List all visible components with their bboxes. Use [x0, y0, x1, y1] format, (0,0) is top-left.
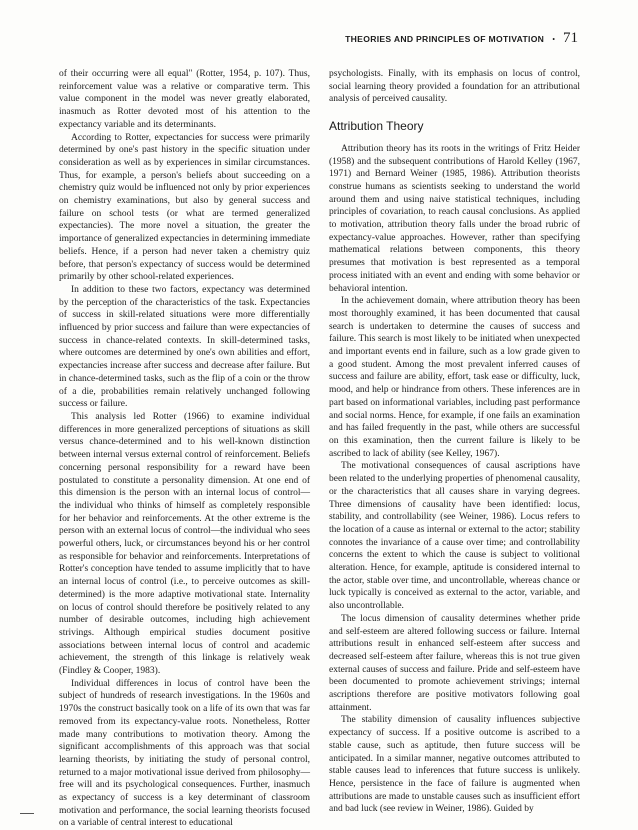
paragraph: psychologists. Finally, with its emphasis on locus of control, social learning theory provided a foundation for an attributional analysis of perceived causality. — [329, 69, 580, 105]
paragraph: This analysis led Rotter (1966) to examine individual differences in more generalized perceptions of situations as skill versus chance-determined and to his well-known distinction between internal versus external control of reinforcement. Beliefs concerning personal responsibility for a reward have been postulated to constitute a personality dimension. At one end of this dimension is the person with an internal locus of control—the individual who thinks of himself as completely responsible for her behavior and reinforcements. At the other extreme is the person with an external locus of control—the individual who sees powerful others, luck, or circumstances beyond his or her control as responsible for behavior and reinforcements. Interpretations of Rotter's conception have tended to assume implicitly that to have an internal locus of control (i.e., to perceive outcomes as skill-determined) is the more adaptive motivational state. Internality on locus of control should therefore be positively related to any number of desirable outcomes, including high achievement strivings. Although empirical studies document positive associations between internal locus of control and academic achievement, the strength of this linkage is relatively weak (Findley & Cooper, 1983). — [59, 411, 310, 677]
paragraph: According to Rotter, expectancies for success were primarily determined by one's past history in the specific situation under consideration as well as by experiences in similar circumstances. Thus, for example, a person's beliefs about succeeding on a chemistry quiz would be influenced not only by prior experiences on chemistry examinations, but also by general success and failure on school tests (or what are termed generalized expectancies). The more novel a situation, the greater the importance of generalized expectancies in determining immediate beliefs. Hence, if a person had never taken a chemistry quiz before, that person's expectancy of success would be determined primarily by other school-related experiences. — [59, 132, 310, 283]
page-number: 71 — [563, 30, 578, 46]
running-head — [345, 30, 578, 47]
footer-rule — [20, 813, 34, 814]
paragraph: Individual differences in locus of control have been the subject of hundreds of research investigations. In the 1960s and 1970s the construct basically took on a life of its own that was far removed from its expectancy-value roots. Nonetheless, Rotter made many contributions to motivation theory. Among the significant accomplishments of this approach was that social learning theorists, by initiating the study of personal control, returned to a major motivational issue derived from philosophy—free will and its psychological consequences. Further, inasmuch as expectancy of success is a key determinant of classroom motivation and performance, the social learning theorists focused on a variable of central interest to educational — [59, 678, 310, 829]
paragraph: In addition to these two factors, expectancy was determined by the perception of the characteristics of the task. Expectancies of success in skill-related situations were more differentially influenced by prior success and failure than were expectancies of success in chance-related contexts. In skill-determined tasks, where outcomes are determined by one's own abilities and effort, expectancies increase after success and decrease after failure. But in chance-determined tasks, such as the flip of a coin or the throw of a die, probabilities remain relatively unchanged following success or failure. — [59, 284, 310, 410]
paragraph: Attribution theory has its roots in the writings of Fritz Heider (1958) and the subsequent contributions of Harold Kelley (1967, 1971) and Bernard Weiner (1985, 1986). Attribution theorists construe humans as scientists seeking to understand the world around them and using naive statistical techniques, including principles of covariation, to reach causal conclusions. As applied to motivation, attribution theory falls under the broad rubric of expectancy-value approaches. However, rather than specifying mathematical relations between components, this theory presumes that motivation is best represented as a temporal process initiated with an event and ending with some behavior or behavioral intention. — [329, 143, 580, 294]
paragraph: The locus dimension of causality determines whether pride and self-esteem are altered following success or failure. Internal attributions result in enhanced self-esteem after success and decreased self-esteem after failure, whereas this is not true given external causes of success and failure. Pride and self-esteem have been documented to promote achievement strivings; internal ascriptions therefore are positive motivators following goal attainment. — [329, 613, 580, 713]
paragraph: of their occurring were all equal" (Rotter, 1954, p. 107). Thus, reinforcement value was a relative or comparative term. This value component in the model was never greatly elaborated, inasmuch as Rotter devoted most of his attention to the expectancy variable and its determinants. — [59, 69, 310, 130]
running-title: THEORIES AND PRINCIPLES OF MOTIVATION — [345, 34, 545, 44]
paragraph: In the achievement domain, where attribution theory has been most thoroughly examined, it has been documented that causal search is undertaken to determine the causes of success and failure. This search is most likely to be initiated when unexpected and important events end in failure, such as a low grade given to a good student. Among the most prevalent inferred causes of success and failure are ability, effort, task ease or difficulty, luck, mood, and help or hindrance from others. These inferences are in part based on informational variables, including past performance and social norms. Hence, for example, if one fails an examination and has failed frequently in the past, while others are successful on this examination, then the current failure is likely to be ascribed to lack of ability (see Kelley, 1967). — [329, 296, 580, 459]
right-column — [329, 68, 580, 816]
section-heading: Attribution Theory — [329, 119, 424, 134]
paragraph: The motivational consequences of causal ascriptions have been related to the underlying properties of phenomenal causality, or the characteristics that all causes share in varying degrees. Three dimensions of causality have been identified: locus, stability, and controllability (see Weiner, 1986). Locus refers to the location of a cause as internal or external to the actor; stability connotes the invariance of a cause over time; and controllability concerns the extent to which the cause is subject to volitional alteration. Hence, for example, aptitude is considered internal to the actor, stable over time, and uncontrollable, whereas chance or luck typically is conceived as external to the actor, variable, and also uncontrollable. — [329, 461, 580, 612]
left-column — [59, 68, 310, 830]
bullet-separator: • — [552, 35, 555, 44]
paragraph: The stability dimension of causality influences subjective expectancy of success. If a positive outcome is ascribed to a stable cause, such as aptitude, then future success will be anticipated. In a similar manner, negative outcomes attributed to stable causes lead to inferences that future success is unlikely. Hence, persistence in the face of failure is augmented when attributions are made to unstable causes such as insufficient effort and bad luck (see review in Weiner, 1986). Guided by — [329, 715, 580, 815]
